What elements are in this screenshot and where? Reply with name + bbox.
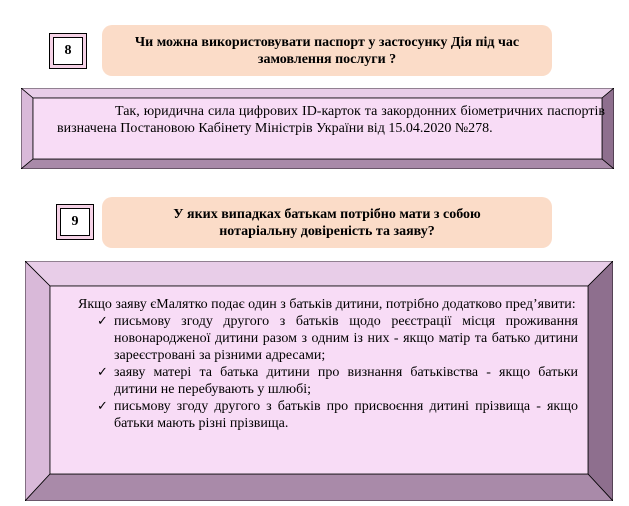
question-text: У яких випадках батькам потрібно мати з собою нотаріальну довіреність та заяву? bbox=[173, 206, 481, 239]
answer-intro: Якщо заяву єМалятко подає один з батьків дитини, потрібно додатково пред’явити: bbox=[78, 297, 576, 312]
answer-panel-9 bbox=[25, 261, 613, 501]
checkmark-icon: ✓ bbox=[97, 314, 108, 329]
list-item-text: письмову згоду другого з батьків про присвоєння дитині прізвища - якщо батьки мають різні прізвища. bbox=[114, 399, 578, 431]
list-item-text: письмову згоду другого з батьків щодо реєстрації місця проживання новонародженої дитини разом з одним із них - якщо матір та батько дитини зареєстровані за різними адресами; bbox=[114, 314, 578, 363]
number-label: 8 bbox=[53, 37, 83, 65]
list-item bbox=[78, 313, 578, 364]
question-8 bbox=[102, 25, 552, 76]
checkmark-icon: ✓ bbox=[97, 365, 108, 380]
requirement-list bbox=[78, 313, 578, 432]
answer-body bbox=[78, 296, 578, 432]
list-item-text: заяву матері та батька дитини про визнання батьківства - якщо батьки дитини не перебувають у шлюбі; bbox=[114, 365, 578, 397]
checkmark-icon: ✓ bbox=[97, 399, 108, 414]
number-badge-9 bbox=[56, 204, 94, 240]
list-item bbox=[78, 364, 578, 398]
answer-panel-8 bbox=[21, 88, 614, 169]
number-badge-8 bbox=[49, 33, 87, 69]
answer-8-text: Так, юридична сила цифрових ID-карток та закордонних біометричних паспортів визначена Постановою Кабінету Міністрів України від 15.04.2020 №278. bbox=[57, 104, 605, 136]
question-9 bbox=[102, 197, 552, 248]
list-item bbox=[78, 398, 578, 432]
question-text: Чи можна використовувати паспорт у застосунку Дія під час замовлення послуги ? bbox=[134, 34, 520, 67]
answer-text bbox=[57, 103, 605, 137]
number-label: 9 bbox=[60, 208, 90, 236]
